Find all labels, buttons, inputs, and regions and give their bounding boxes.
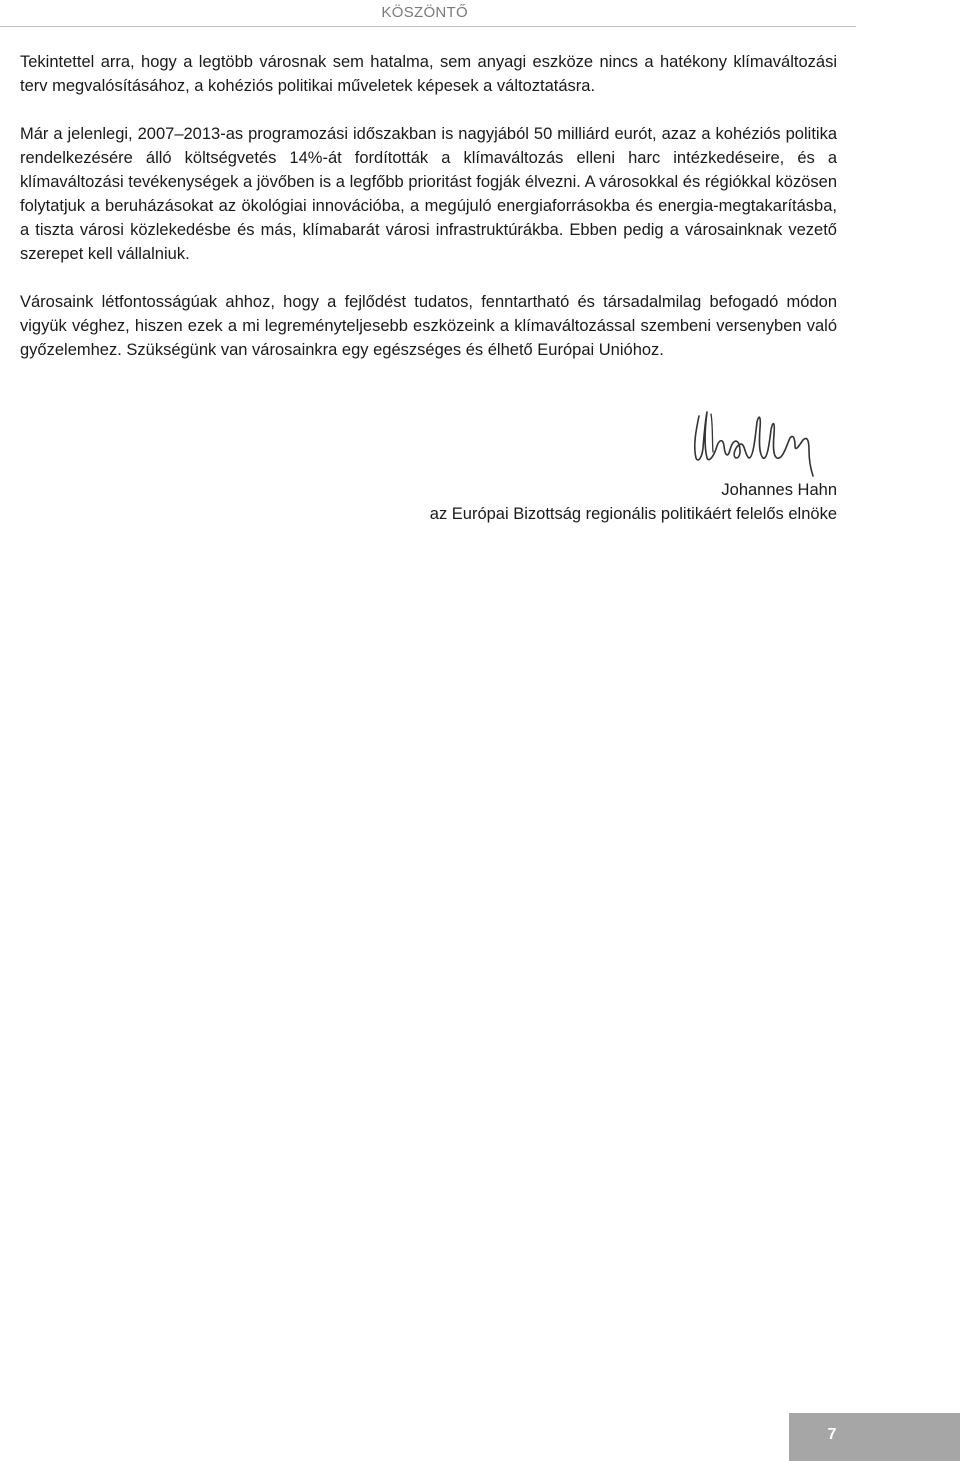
- signature-block: [377, 400, 837, 526]
- section-title: KÖSZÖNTŐ: [381, 4, 468, 21]
- paragraph-2: Már a jelenlegi, 2007–2013-as programozási időszakban is nagyjából 50 milliárd eurót, azaz a kohéziós politika rendelkezésére álló költségvetés 14%-át fordították a klímaváltozás elleni harc intézkedéseire, és a klímaváltozási tevékenységek a jövőben is a legfőbb prioritást fogják élvezni. A városokkal és régiókkal közösen folytatjuk a beruházásokat az ökológiai innovációba, a megújuló energiaforrásokba és energia-megtakarításba, a tiszta városi közlekedésbe és más, klímabarát városi infrastruktúrákba. Ebben pedig a városainknak vezető szerepet kell vállalniuk.: [20, 125, 837, 263]
- signer-name: Johannes Hahn: [721, 481, 837, 499]
- signer-title: az Európai Bizottság regionális politikáért felelős elnöke: [429, 505, 837, 523]
- paragraph-3: Városaink létfontosságúak ahhoz, hogy a fejlődést tudatos, fenntartható és társadalmilag befogadó módon vigyük véghez, hiszen ezek a mi legreményteljesebb eszközeink a klímaváltozással szembeni versenyben való győzelemhez. Szükségünk van városainkra egy egészséges és élhető Európai Unióhoz.: [20, 293, 837, 359]
- paragraph-1: Tekintettel arra, hogy a legtöbb városnak sem hatalma, sem anyagi eszköze nincs a hatékony klímaváltozási terv megvalósításához, a kohéziós politikai műveletek képesek a változtatásra.: [20, 53, 837, 95]
- page-number-box: [789, 1413, 960, 1461]
- page-number: 7: [827, 1426, 837, 1443]
- page-header: [0, 0, 856, 27]
- body-text: [20, 50, 837, 386]
- handwritten-signature: [687, 400, 837, 478]
